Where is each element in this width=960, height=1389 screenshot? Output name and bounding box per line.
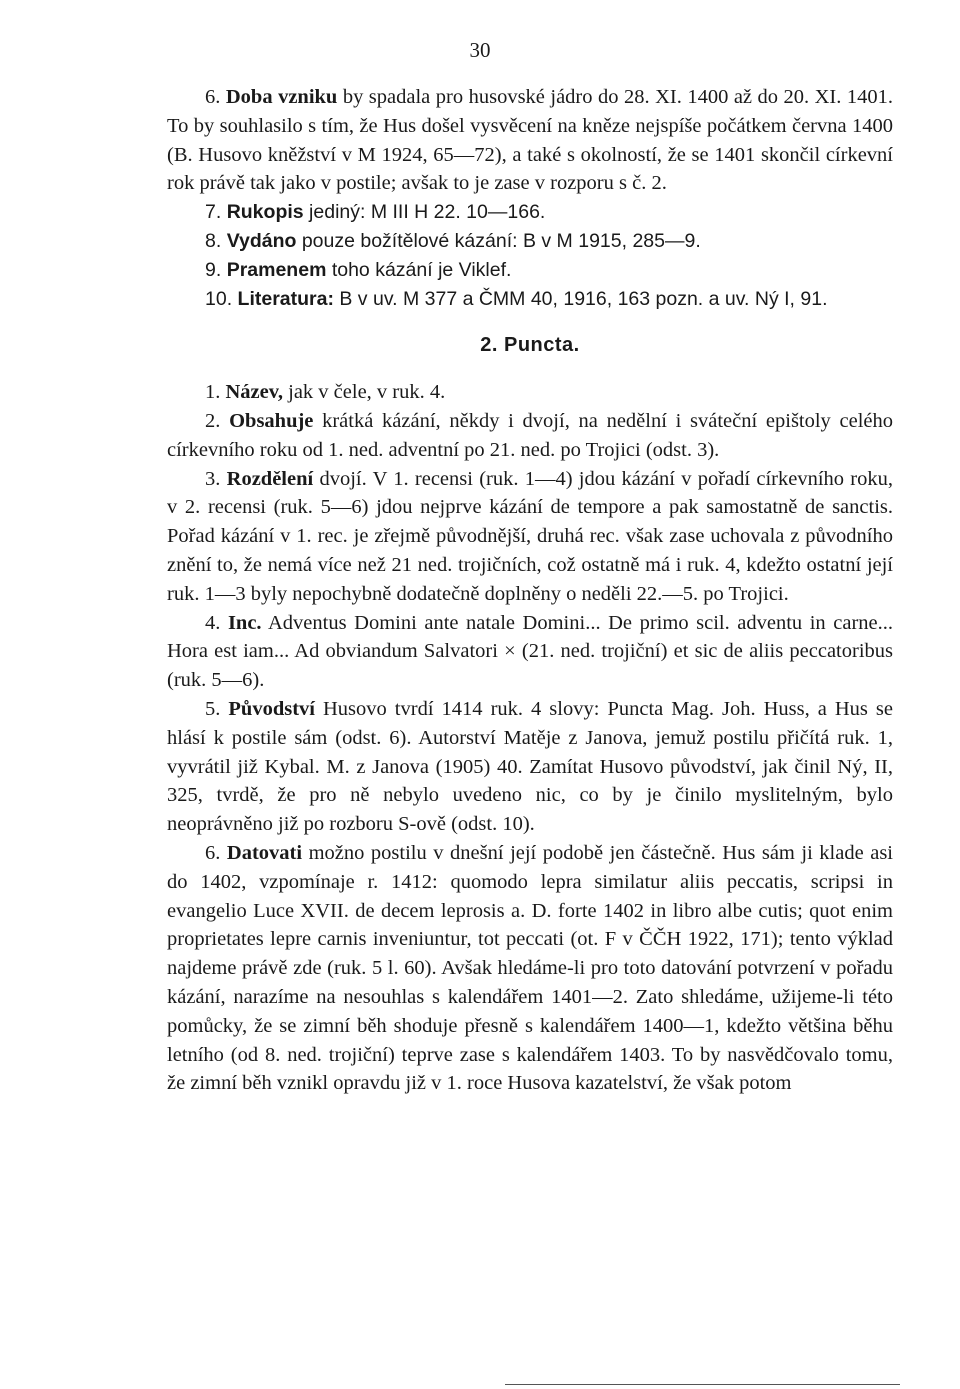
para-text: jediný: M III H 22. 10—166. xyxy=(303,201,546,224)
para-num: 7. xyxy=(205,201,222,224)
paragraph-10 xyxy=(167,285,893,314)
para-text: Adventus Domini ante natale Domini... De primo scil. adventu in carne... Hora est iam... Ad obviandum Salvatori × (21. ned. trojiční) et sic de aliis peccatoribus (ruk. 5—6). xyxy=(167,611,893,692)
paragraph-5 xyxy=(167,695,893,839)
para-num: 6. xyxy=(205,841,221,864)
para-text: Husovo tvrdí 1414 ruk. 4 slovy: Puncta Mag. Joh. Huss, a Hus se hlásí k postile sám (odst. 6). Autorství Matěje z Janova, jemuž postilu přičítá ruk. 1, vyvrátil již Kybal. M. z Janova (1905) 40. Zamítat Husovo původství, jak činil Ný, II, 325, tvrdě, že pro ně nebylo uvedeno nic, co by je činilo myslitelným, bylo neoprávněno již po rozboru S-ově (odst. 10). xyxy=(167,697,894,836)
para-head: Obsahuje xyxy=(229,409,314,432)
para-text: možno postilu v dnešní její podobě jen částečně. Hus sám ji klade asi do 1402, vzpomínaje r. 1412: quomodo lepra similatur aliis peccatis, scripsi in evangelio Luce XVII. de decem leprosis a. D. forte 1402 in libro albe cutis; quot enim proprietates lepre carnis inveniuntur, tot peccati (ot. F v ČČH 1922, 171); tento výklad najdeme právě zde (ruk. 5 l. 60). Avšak hledáme-li pro toto datování potvrzení v pořadu kázání, narazíme na nesouhlas s kalendářem 1401—2. Zato shledáme, užijeme-li této pomůcky, že se zimní běh shoduje přesně s kalendářem 1400—1, kdežto většina běhu letního (od 8. ned. trojiční) teprve zase s kalendářem 1403. To by nasvědčovalo tomu, že zimní běh vznikl opravdu již v 1. roce Husova kazatelství, že však potom xyxy=(167,841,893,1095)
para-num: 2. xyxy=(205,409,221,432)
page-number: 30 xyxy=(469,38,491,62)
paragraph-4 xyxy=(167,609,893,695)
para-text: jak v čele, v ruk. 4. xyxy=(283,381,446,404)
para-num: 9. xyxy=(205,258,222,281)
paragraph-8 xyxy=(167,227,893,256)
para-head: Vydáno xyxy=(226,229,297,252)
footer-rule xyxy=(505,1384,900,1385)
section-title: 2. Puncta. xyxy=(480,334,580,357)
para-head: Literatura: xyxy=(237,287,334,310)
para-head: Rozdělení xyxy=(226,467,314,490)
para-head: Doba vzniku xyxy=(225,86,338,108)
para-head: Původství xyxy=(228,697,315,720)
para-num: 3. xyxy=(205,467,221,490)
paragraph-7 xyxy=(167,198,893,227)
para-text: by spadala pro husovské jádro do 28. XI. 1400 až do 20. XI. 1401. To by souhlasilo s tím, že Hus došel vysvěcení na kněze nejspíše počátkem června 1400 (B. Husovo kněžství v M 1924, 65—72), a také s okolností, že se 1401 skončil církevní rok právě tak jako v postile; avšak to je zase v rozporu s č. 2. xyxy=(167,86,893,195)
paragraph-3 xyxy=(167,465,893,609)
para-num: 4. xyxy=(205,611,221,634)
para-head: Inc. xyxy=(227,611,262,634)
para-num: 8. xyxy=(205,229,222,252)
para-head: Název, xyxy=(225,381,283,404)
para-head: Rukopis xyxy=(226,201,304,224)
para-text: toho kázání je Viklef. xyxy=(326,258,512,281)
para-head: Pramenem xyxy=(226,258,327,281)
paragraph-6-bottom xyxy=(167,839,893,1098)
paragraph-6-top xyxy=(167,83,893,198)
paragraph-9 xyxy=(167,256,893,285)
para-num: 6. xyxy=(205,86,221,108)
para-text: B v uv. M 377 a ČMM 40, 1916, 163 pozn. a uv. Ný I, 91. xyxy=(333,287,828,310)
para-num: 5. xyxy=(205,697,221,720)
para-text: pouze božítělové kázání: B v M 1915, 285—9. xyxy=(296,229,701,252)
para-text: krátká kázání, někdy i dvojí, na nedělní i sváteční epištoly celého církevního roku od 1. ned. adventní po 21. ned. po Trojici (odst. 3). xyxy=(167,409,894,461)
body-text xyxy=(167,83,893,1098)
paragraph-2 xyxy=(167,407,893,465)
para-num: 10. xyxy=(205,287,233,310)
para-num: 1. xyxy=(205,381,221,404)
paragraph-1 xyxy=(167,378,893,407)
para-head: Datovati xyxy=(226,841,303,864)
para-text: dvojí. V 1. recensi (ruk. 1—4) jdou kázání v pořadí církevního roku, v 2. recensi (ruk. 5—6) jdou nejprve kázání de tempore a pak samostatně de sanctis. Pořad kázání v 1. rec. je zřejmě původnější, druhá rec. však zase uchovala z původního znění to, že nemá více než 21 ned. trojičních, což ostatně má i ruk. 4, kdežto ostatní její ruk. 1—3 byly nepochybně dodatečně doplněny o neděli 22.—5. po Trojici. xyxy=(167,467,893,605)
